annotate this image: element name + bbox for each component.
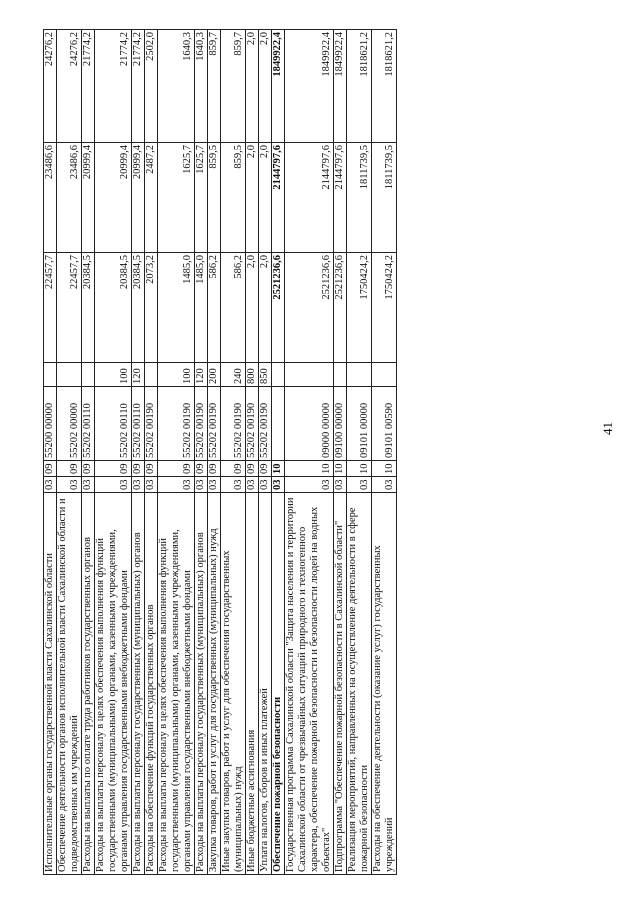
section-code: 03 <box>259 477 272 493</box>
subsection-code: 10 <box>272 461 285 477</box>
target-article-code: 55202 00190 <box>208 387 221 461</box>
section-code: 03 <box>95 477 132 493</box>
expense-type-code: 800 <box>246 363 259 387</box>
subsection-code: 10 <box>347 461 372 477</box>
amount-year-3: 21774,2 <box>82 30 95 143</box>
expense-type-code <box>145 363 158 387</box>
subsection-code: 09 <box>82 461 95 477</box>
amount-year-1: 586,2 <box>208 253 221 363</box>
target-article-code: 55202 00190 <box>158 387 195 461</box>
subsection-code: 09 <box>221 461 246 477</box>
row-name: Иные закупки товаров, работ и услуг для обеспечения государственных (муниципальных) нужд <box>221 493 246 875</box>
amount-year-1: 20384,5 <box>82 253 95 363</box>
amount-year-2: 20999,4 <box>82 143 95 253</box>
table-row <box>132 30 145 875</box>
amount-year-2: 23486,6 <box>44 143 57 253</box>
section-code: 03 <box>347 477 372 493</box>
amount-year-2: 2144797,6 <box>285 143 334 253</box>
amount-year-1: 1485,0 <box>158 253 195 363</box>
section-code: 03 <box>208 477 221 493</box>
expense-type-code: 240 <box>221 363 246 387</box>
amount-year-3: 1640,3 <box>195 30 208 143</box>
amount-year-3: 1640,3 <box>158 30 195 143</box>
amount-year-3: 1818621,2 <box>372 30 397 143</box>
amount-year-2: 2,0 <box>246 143 259 253</box>
target-article-code: 55202 00190 <box>195 387 208 461</box>
amount-year-1: 2521236,6 <box>285 253 334 363</box>
subsection-code: 09 <box>44 461 57 477</box>
amount-year-1: 22457,7 <box>57 253 82 363</box>
expense-type-code: 850 <box>259 363 272 387</box>
amount-year-2: 23486,6 <box>57 143 82 253</box>
row-name: Расходы на выплаты персоналу государственных (муниципальных) органов <box>132 493 145 875</box>
section-code: 03 <box>221 477 246 493</box>
target-article-code <box>272 387 285 461</box>
row-name: Обеспечение пожарной безопасности <box>272 493 285 875</box>
amount-year-3: 1818621,2 <box>347 30 372 143</box>
section-code: 03 <box>272 477 285 493</box>
budget-table <box>43 29 397 875</box>
subsection-code: 09 <box>132 461 145 477</box>
table-row <box>44 30 57 875</box>
section-code: 03 <box>145 477 158 493</box>
amount-year-1: 2073,2 <box>145 253 158 363</box>
row-name: Реализация мероприятий, направленных на осуществление деятельности в сфере пожарной безопасности <box>347 493 372 875</box>
subsection-code: 10 <box>285 461 334 477</box>
section-code: 03 <box>372 477 397 493</box>
section-code: 03 <box>132 477 145 493</box>
expense-type-code: 200 <box>208 363 221 387</box>
expense-type-code <box>285 363 334 387</box>
row-name: Закупка товаров, работ и услуг для государственных (муниципальных) нужд <box>208 493 221 875</box>
expense-type-code: 120 <box>195 363 208 387</box>
amount-year-1: 1485,0 <box>195 253 208 363</box>
amount-year-1: 586,2 <box>221 253 246 363</box>
table-row <box>208 30 221 875</box>
amount-year-1: 20384,5 <box>95 253 132 363</box>
amount-year-1: 2521236,6 <box>272 253 285 363</box>
amount-year-3: 21774,2 <box>132 30 145 143</box>
target-article-code: 09100 00000 <box>334 387 347 461</box>
row-name: Обеспечение деятельности органов исполнительной власти Сахалинской области и подведомственных им учреждений <box>57 493 82 875</box>
amount-year-1: 22457,7 <box>44 253 57 363</box>
section-code: 03 <box>334 477 347 493</box>
section-code: 03 <box>82 477 95 493</box>
expense-type-code <box>44 363 57 387</box>
table-row <box>195 30 208 875</box>
row-name: Расходы на обеспечение деятельности (оказание услуг) государственных учреждений <box>372 493 397 875</box>
table-row <box>221 30 246 875</box>
target-article-code: 09000 00000 <box>285 387 334 461</box>
target-article-code: 55202 00110 <box>82 387 95 461</box>
subsection-code: 09 <box>57 461 82 477</box>
expense-type-code: 120 <box>132 363 145 387</box>
row-name: Уплата налогов, сборов и иных платежей <box>259 493 272 875</box>
table-row <box>347 30 372 875</box>
page-number: 41 <box>600 422 615 435</box>
section-code: 03 <box>158 477 195 493</box>
table-row <box>145 30 158 875</box>
table-row <box>95 30 132 875</box>
amount-year-2: 859,5 <box>208 143 221 253</box>
amount-year-3: 2,0 <box>246 30 259 143</box>
subsection-code: 10 <box>372 461 397 477</box>
section-code: 03 <box>285 477 334 493</box>
expense-type-code <box>347 363 372 387</box>
amount-year-2: 2144797,6 <box>334 143 347 253</box>
amount-year-2: 859,5 <box>221 143 246 253</box>
amount-year-2: 2144797,6 <box>272 143 285 253</box>
target-article-code: 55202 00190 <box>259 387 272 461</box>
amount-year-3: 24276,2 <box>57 30 82 143</box>
subsection-code: 09 <box>208 461 221 477</box>
row-name: Расходы на выплаты персоналу в целях обеспечения выполнения функций государственными (муниципальными) органами, казенными учреждениями, органами управления государственными внебюджетными фондами <box>95 493 132 875</box>
amount-year-2: 1811739,5 <box>347 143 372 253</box>
amount-year-3: 2,0 <box>259 30 272 143</box>
amount-year-1: 2,0 <box>246 253 259 363</box>
expense-type-code <box>334 363 347 387</box>
amount-year-3: 1849922,4 <box>285 30 334 143</box>
table-row <box>272 30 285 875</box>
section-code: 03 <box>57 477 82 493</box>
row-name: Расходы на выплаты персоналу государственных (муниципальных) органов <box>195 493 208 875</box>
row-name: Государственная программа Сахалинской области "Защита населения и территории Сахалинской области от чрезвычайных ситуаций природного и техногенного характера, обеспечение пожарной безопасности и безопасности людей на водных объектах" <box>285 493 334 875</box>
row-name: Расходы на выплаты персоналу в целях обеспечения выполнения функций государственными (муниципальными) органами, казенными учреждениями, органами управления государственными внебюджетными фондами <box>158 493 195 875</box>
amount-year-1: 20384,5 <box>132 253 145 363</box>
table-row <box>259 30 272 875</box>
subsection-code: 09 <box>195 461 208 477</box>
table-row <box>285 30 334 875</box>
target-article-code: 55200 00000 <box>44 387 57 461</box>
row-name: Подпрограмма "Обеспечение пожарной безопасности в Сахалинской области" <box>334 493 347 875</box>
amount-year-3: 859,7 <box>221 30 246 143</box>
table-row <box>82 30 95 875</box>
expense-type-code <box>272 363 285 387</box>
row-name: Расходы на обеспечение функций государственных органов <box>145 493 158 875</box>
expense-type-code: 100 <box>95 363 132 387</box>
target-article-code: 55202 00190 <box>246 387 259 461</box>
amount-year-2: 1811739,5 <box>372 143 397 253</box>
section-code: 03 <box>246 477 259 493</box>
target-article-code: 09101 00590 <box>372 387 397 461</box>
amount-year-2: 2487,2 <box>145 143 158 253</box>
table-row <box>372 30 397 875</box>
expense-type-code: 100 <box>158 363 195 387</box>
subsection-code: 10 <box>334 461 347 477</box>
amount-year-2: 1625,7 <box>195 143 208 253</box>
table-row <box>334 30 347 875</box>
target-article-code: 55202 00000 <box>57 387 82 461</box>
row-name: Иные бюджетные ассигнования <box>246 493 259 875</box>
target-article-code: 09101 00000 <box>347 387 372 461</box>
amount-year-3: 21774,2 <box>95 30 132 143</box>
expense-type-code <box>57 363 82 387</box>
subsection-code: 09 <box>95 461 132 477</box>
amount-year-3: 1849922,4 <box>272 30 285 143</box>
target-article-code: 55202 00190 <box>221 387 246 461</box>
subsection-code: 09 <box>145 461 158 477</box>
amount-year-2: 2,0 <box>259 143 272 253</box>
row-name: Исполнительные органы государственной власти Сахалинской области <box>44 493 57 875</box>
amount-year-1: 1750424,2 <box>347 253 372 363</box>
amount-year-2: 20999,4 <box>132 143 145 253</box>
amount-year-1: 2521236,6 <box>334 253 347 363</box>
target-article-code: 55202 00110 <box>95 387 132 461</box>
table-row <box>246 30 259 875</box>
subsection-code: 09 <box>259 461 272 477</box>
amount-year-2: 20999,4 <box>95 143 132 253</box>
amount-year-3: 2502,0 <box>145 30 158 143</box>
section-code: 03 <box>44 477 57 493</box>
expense-type-code <box>372 363 397 387</box>
amount-year-1: 2,0 <box>259 253 272 363</box>
subsection-code: 09 <box>246 461 259 477</box>
target-article-code: 55202 00110 <box>132 387 145 461</box>
expense-type-code <box>82 363 95 387</box>
amount-year-3: 24276,2 <box>44 30 57 143</box>
amount-year-3: 1849922,4 <box>334 30 347 143</box>
amount-year-2: 1625,7 <box>158 143 195 253</box>
amount-year-3: 859,7 <box>208 30 221 143</box>
section-code: 03 <box>195 477 208 493</box>
amount-year-1: 1750424,2 <box>372 253 397 363</box>
table-row <box>158 30 195 875</box>
row-name: Расходы на выплаты по оплате труда работников государственных органов <box>82 493 95 875</box>
subsection-code: 09 <box>158 461 195 477</box>
target-article-code: 55202 00190 <box>145 387 158 461</box>
table-row <box>57 30 82 875</box>
